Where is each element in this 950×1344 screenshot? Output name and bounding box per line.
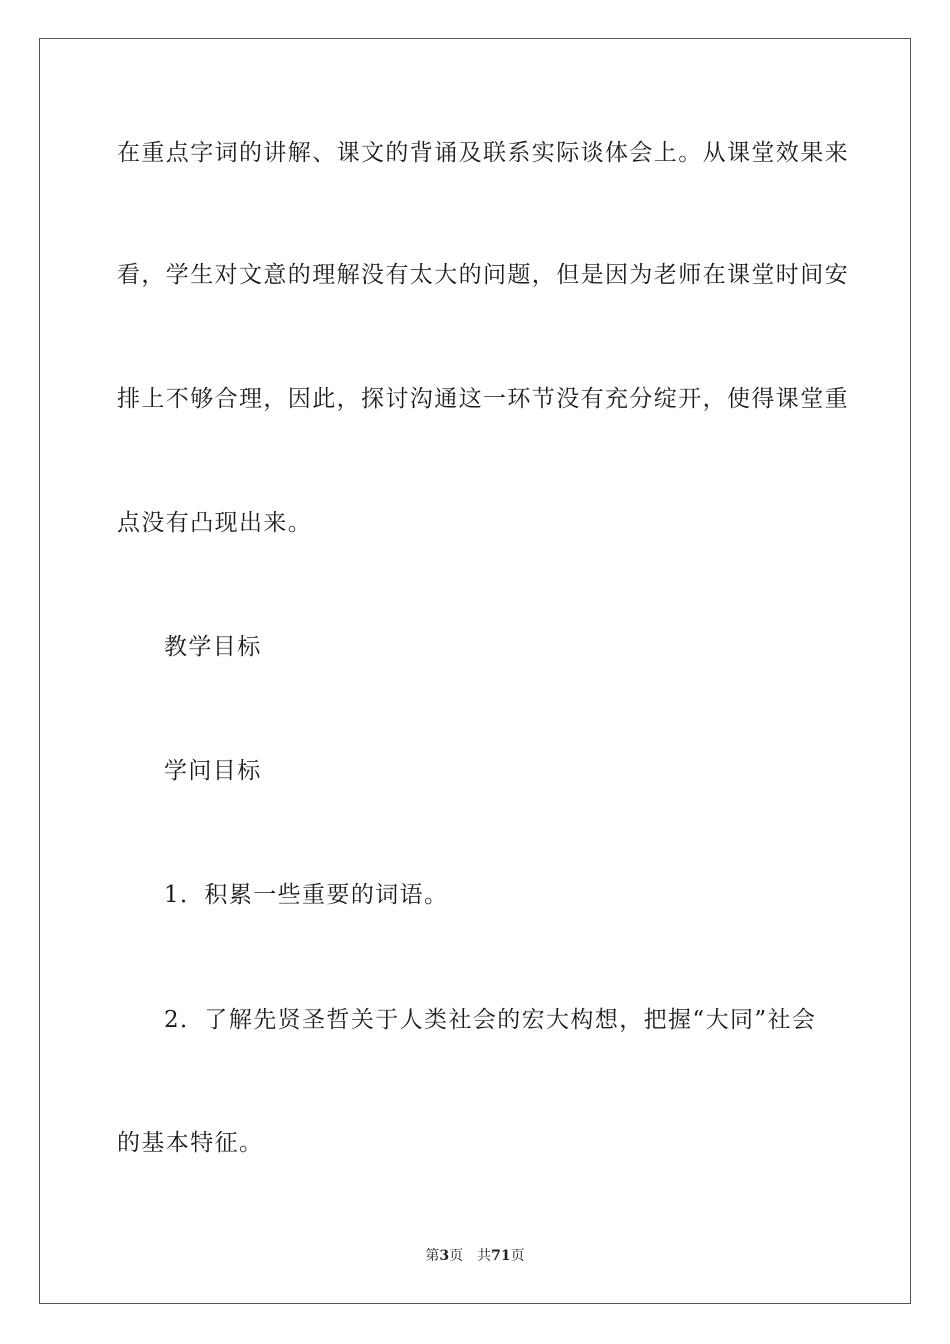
page-border [39, 38, 911, 1304]
body-text-line-2: 看，学生对文意的理解没有太大的问题，但是因为老师在课堂时间安 [117, 262, 849, 288]
goal-item-2-continued: 的基本特征。 [117, 1130, 264, 1156]
goal-item-1: 1．积累一些重要的词语。 [164, 882, 449, 908]
footer-total-prefix: 共 [477, 1248, 492, 1264]
footer-total-pages: 71 [491, 1248, 511, 1264]
body-text-line-4: 点没有凸现出来。 [117, 510, 313, 536]
section-heading-teaching-goals: 教学目标 [164, 634, 262, 660]
footer-page-prefix: 第 [425, 1248, 440, 1264]
page-footer [0, 1247, 950, 1265]
body-text-line-3: 排上不够合理，因此，探讨沟通这一环节没有充分绽开，使得课堂重 [117, 386, 849, 412]
subheading-knowledge-goals: 学问目标 [164, 758, 262, 784]
footer-page-number: 3 [439, 1248, 450, 1264]
footer-total-suffix: 页 [510, 1248, 525, 1264]
goal-item-2: 2．了解先贤圣哲关于人类社会的宏大构想，把握“大同”社会 [164, 1007, 817, 1033]
footer-page-suffix: 页 [449, 1248, 464, 1264]
body-text-line-1: 在重点字词的讲解、课文的背诵及联系实际谈体会上。从课堂效果来 [117, 140, 849, 166]
